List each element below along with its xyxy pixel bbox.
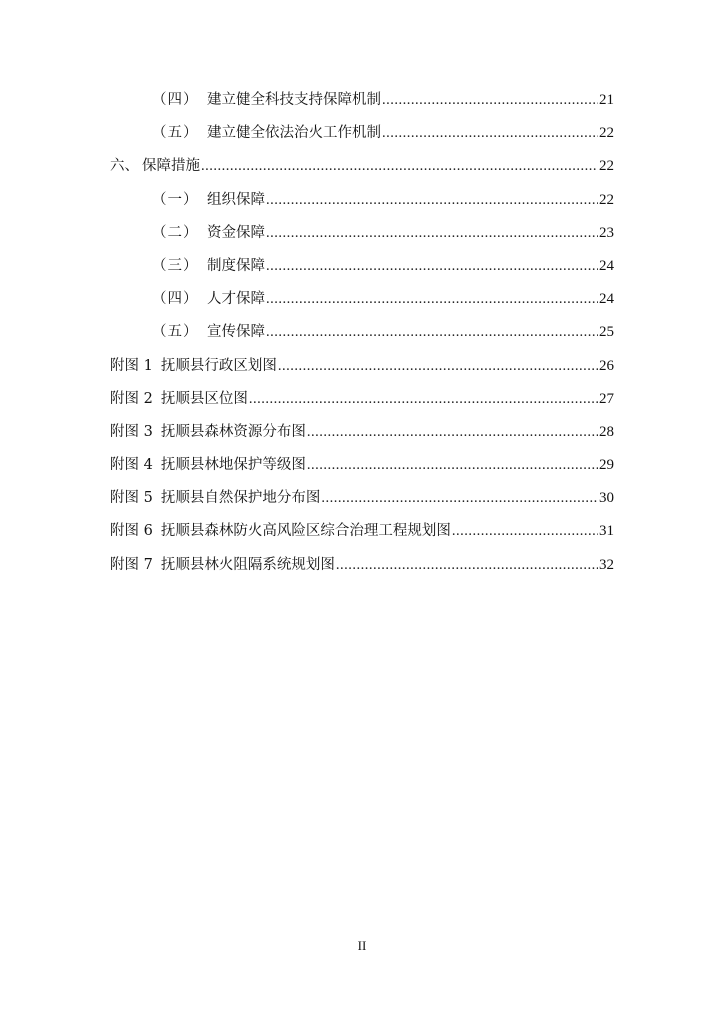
toc-entry[interactable]	[110, 549, 614, 582]
dot-leader	[266, 217, 598, 250]
toc-entry-title: 建立健全依法治火工作机制	[207, 125, 381, 142]
toc-entry-title: 组织保障	[207, 191, 265, 208]
toc-entry-title: 建立健全科技支持保障机制	[207, 92, 381, 108]
toc-entry-page: 27	[599, 390, 614, 407]
toc-entry[interactable]	[110, 449, 614, 482]
toc-entry-title: 资金保障	[207, 224, 265, 241]
dot-leader	[336, 549, 598, 582]
toc-entry-title: 抚顺县自然保护地分布图	[160, 490, 321, 507]
toc-entry-page: 26	[599, 357, 614, 374]
toc-entry-page: 25	[599, 324, 614, 341]
dot-leader	[452, 515, 598, 548]
toc-entry-title: 制度保障	[207, 257, 265, 274]
toc-entry[interactable]	[110, 416, 614, 449]
toc-entry-page: 28	[599, 423, 614, 440]
toc-entry-title: 保障措施	[142, 158, 200, 175]
toc-entry-number: （四）	[152, 92, 199, 108]
toc-entry[interactable]	[110, 217, 614, 250]
toc-entry[interactable]	[110, 383, 614, 416]
dot-leader	[307, 416, 598, 449]
dot-leader	[249, 383, 598, 416]
toc-entry[interactable]	[110, 316, 614, 349]
toc-entry-number: 六、	[110, 158, 139, 175]
toc-entry-page: 30	[599, 490, 614, 507]
toc-entry-title: 抚顺县行政区划图	[160, 357, 277, 374]
toc-entry-title: 抚顺县森林资源分布图	[160, 423, 306, 440]
toc-entry-page: 22	[599, 125, 614, 142]
toc-entry-number: （五）	[152, 125, 199, 142]
toc-entry[interactable]	[110, 150, 614, 183]
toc-entry-page: 24	[599, 257, 614, 274]
toc-entry[interactable]	[110, 184, 614, 217]
toc-entry-title: 人才保障	[207, 291, 265, 308]
toc-entry-page: 31	[599, 523, 614, 540]
toc-entry[interactable]	[110, 84, 614, 117]
toc-entry-number: 附图 6	[110, 523, 153, 540]
toc-entry-title: 抚顺县林地保护等级图	[160, 457, 306, 474]
toc-entry[interactable]	[110, 117, 614, 150]
dot-leader	[266, 316, 598, 349]
dot-leader	[321, 482, 598, 515]
dot-leader	[201, 150, 598, 183]
toc-entry[interactable]	[110, 350, 614, 383]
toc-entry[interactable]	[110, 250, 614, 283]
toc-entry-page: 21	[599, 92, 614, 108]
toc-entry[interactable]	[110, 283, 614, 316]
toc-entry[interactable]	[110, 515, 614, 548]
footer-page-number: II	[357, 938, 367, 953]
toc-entry-number: 附图 1	[110, 357, 153, 374]
dot-leader	[382, 117, 598, 150]
toc-entry-page: 29	[599, 457, 614, 474]
toc-entry-title: 抚顺县区位图	[160, 390, 248, 407]
toc-entry-page: 22	[599, 191, 614, 208]
dot-leader	[266, 250, 598, 283]
toc-entry-page: 24	[599, 291, 614, 308]
toc-entry-page: 32	[599, 556, 614, 573]
toc-entry[interactable]	[110, 482, 614, 515]
toc-entry-number: 附图 2	[110, 390, 153, 407]
toc-entry-number: 附图 3	[110, 423, 153, 440]
toc-entry-number: （三）	[152, 257, 199, 274]
toc-entry-page: 22	[599, 158, 614, 175]
toc-entry-page: 23	[599, 224, 614, 241]
dot-leader	[307, 449, 598, 482]
toc-entry-number: 附图 7	[110, 556, 153, 573]
toc-entry-number: （一）	[152, 191, 199, 208]
dot-leader	[278, 350, 598, 383]
toc-entry-title: 宣传保障	[207, 324, 265, 341]
toc-entry-title: 抚顺县林火阻隔系统规划图	[160, 556, 335, 573]
toc-entry-number: （五）	[152, 324, 199, 341]
table-of-contents	[110, 84, 614, 582]
dot-leader	[266, 184, 598, 217]
toc-entry-number: （二）	[152, 224, 199, 241]
toc-entry-number: （四）	[152, 291, 199, 308]
dot-leader	[382, 84, 598, 117]
toc-entry-number: 附图 5	[110, 490, 153, 507]
toc-entry-title: 抚顺县森林防火高风险区综合治理工程规划图	[160, 523, 451, 540]
dot-leader	[266, 283, 598, 316]
toc-entry-number: 附图 4	[110, 457, 153, 474]
